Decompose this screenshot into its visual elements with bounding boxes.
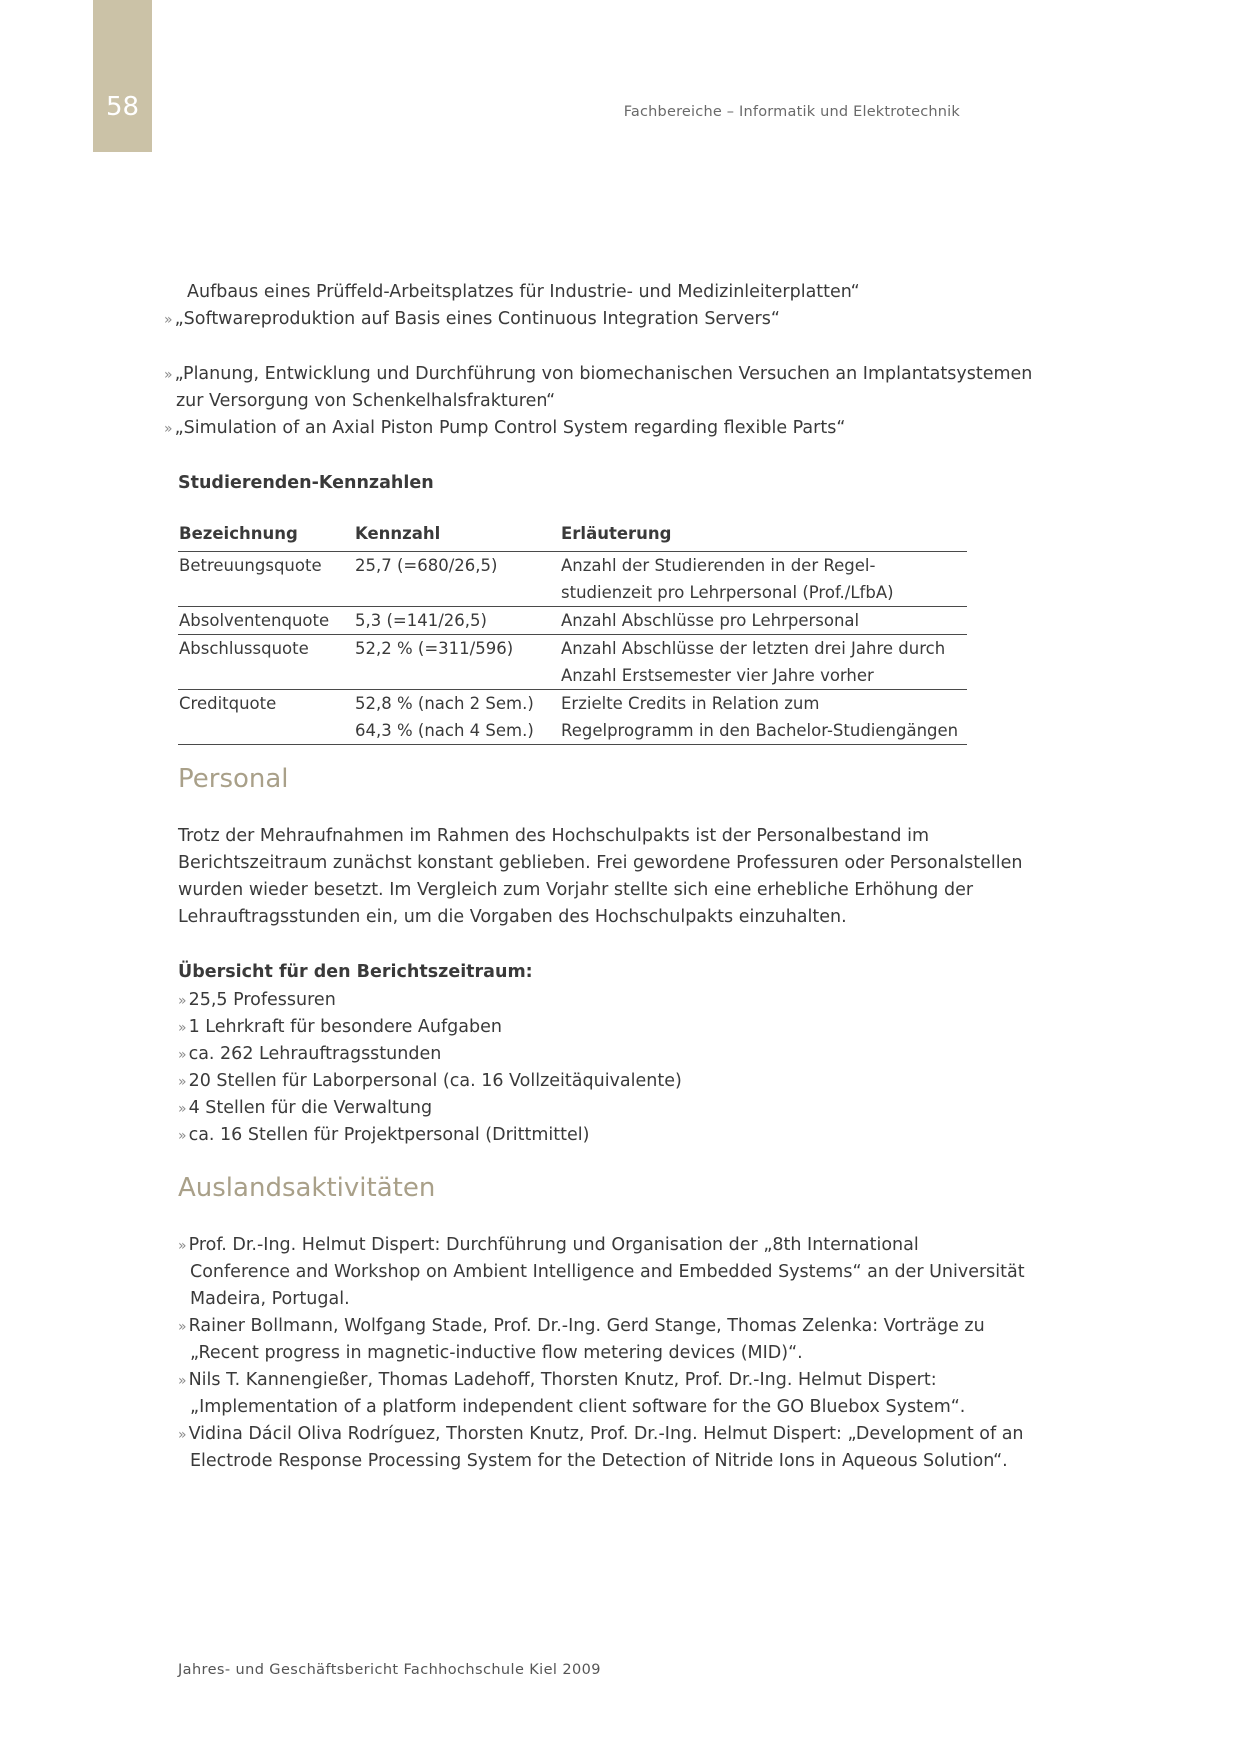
section-title-ausland: Auslandsaktivitäten [178, 1173, 436, 1203]
ausland-list [178, 1232, 1025, 1475]
list-item [178, 987, 682, 1014]
list-item-continuation: Madeira, Portugal. [190, 1289, 350, 1309]
list-item [178, 1232, 978, 1259]
list-item [178, 1421, 1024, 1448]
paragraph-line: Lehrauftragsstunden ein, um die Vorgaben des Hochschulpakts einzuhalten. [178, 907, 847, 927]
bullet-glyph: » [178, 1128, 187, 1144]
bullet-glyph: » [178, 1047, 187, 1063]
cell-line: 52,2 % (=311/596) [355, 639, 514, 658]
paragraph-line: wurden wieder besetzt. Im Vergleich zum Vorjahr stellte sich eine erhebliche Erhöhung der [178, 880, 974, 900]
table-row [178, 552, 967, 607]
list-item [178, 1313, 985, 1340]
column-header: Bezeichnung [179, 524, 298, 543]
table-cell-name: Betreuungsquote [179, 556, 322, 575]
table-cell-value [354, 552, 560, 607]
overview-heading: Übersicht für den Berichtszeitraum: [178, 962, 533, 982]
list-item-text: „Simulation of an Axial Piston Pump Control System regarding flexible Parts“ [174, 418, 846, 438]
list-item-text: 20 Stellen für Laborpersonal (ca. 16 Vollzeitäquivalente) [188, 1071, 682, 1091]
cell-line: Anzahl Abschlüsse pro Lehrpersonal [561, 611, 860, 630]
list-item-text: Vidina Dácil Oliva Rodríguez, Thorsten Knutz, Prof. Dr.-Ing. Helmut Dispert: „Development of an [188, 1424, 1024, 1444]
list-item [164, 388, 954, 415]
cell-line: Anzahl der Studierenden in der Regel- [561, 556, 876, 575]
page-number: 58 [105, 92, 140, 122]
list-item [178, 1041, 682, 1068]
list-item-text: „Planung, Entwicklung und Durchführung von biomechanischen Versuchen an Implantatsystemen [174, 364, 1033, 384]
bullet-glyph: » [164, 312, 173, 328]
list-item [178, 1068, 682, 1095]
table-cell-note [560, 552, 967, 607]
column-header: Erläuterung [561, 524, 672, 543]
table-cell-value [354, 607, 560, 635]
bullet-glyph: » [178, 1020, 187, 1036]
list-item [164, 415, 954, 442]
cell-line: 52,8 % (nach 2 Sem.) [355, 694, 534, 713]
project-list-a [164, 279, 954, 333]
paragraph-line: Trotz der Mehraufnahmen im Rahmen des Hochschulpakts ist der Personalbestand im [178, 826, 930, 846]
bullet-glyph: » [178, 1319, 187, 1335]
list-item [164, 279, 954, 306]
table-cell-name: Absolventenquote [179, 611, 330, 630]
list-item-text: Rainer Bollmann, Wolfgang Stade, Prof. Dr.-Ing. Gerd Stange, Thomas Zelenka: Vorträge zu [188, 1316, 985, 1336]
kennzahlen-table [178, 524, 967, 745]
bullet-glyph: » [178, 993, 187, 1009]
list-item-text: 4 Stellen für die Verwaltung [188, 1098, 433, 1118]
bullet-glyph: » [178, 1373, 187, 1389]
page-number-tab [93, 0, 152, 152]
bullet-glyph: » [164, 421, 173, 437]
cell-line: studienzeit pro Lehrpersonal (Prof./LfbA) [561, 583, 894, 602]
kennzahlen-heading: Studierenden-Kennzahlen [178, 473, 434, 493]
list-item [164, 306, 954, 333]
bullet-glyph: » [164, 367, 173, 383]
table-row [178, 690, 967, 745]
table-cell-value [354, 635, 560, 690]
cell-line: 64,3 % (nach 4 Sem.) [355, 721, 534, 740]
personal-paragraph [178, 823, 1023, 931]
list-item [178, 1367, 978, 1394]
running-header: Fachbereiche – Informatik und Elektrotechnik [623, 104, 960, 120]
project-list-b [164, 361, 1033, 442]
list-item-text: Aufbaus eines Prüffeld-Arbeitsplatzes für Industrie- und Medizinleiterplatten“ [187, 282, 860, 302]
list-item-text: zur Versorgung von Schenkelhalsfrakturen“ [176, 391, 556, 411]
table-cell-name: Creditquote [179, 694, 277, 713]
list-item [164, 361, 1033, 388]
bullet-glyph: » [178, 1238, 187, 1254]
list-item-text: 1 Lehrkraft für besondere Aufgaben [188, 1017, 502, 1037]
list-item-text: 25,5 Professuren [188, 990, 336, 1010]
bullet-glyph: » [178, 1074, 187, 1090]
list-item-text: ca. 16 Stellen für Projektpersonal (Drittmittel) [188, 1125, 590, 1145]
table-row [178, 607, 967, 635]
list-item-text: „Softwareproduktion auf Basis eines Continuous Integration Servers“ [174, 309, 780, 329]
list-item-text: Nils T. Kannengießer, Thomas Ladehoff, Thorsten Knutz, Prof. Dr.-Ing. Helmut Dispert: [188, 1370, 937, 1390]
bullet-glyph: » [178, 1101, 187, 1117]
cell-line: 5,3 (=141/26,5) [355, 611, 487, 630]
bullet-glyph: » [178, 1427, 187, 1443]
table-cell-note [560, 690, 967, 745]
list-item [178, 1095, 682, 1122]
list-item-continuation: Electrode Response Processing System for the Detection of Nitride Ions in Aqueous Solution“. [190, 1451, 1008, 1471]
table-cell-note [560, 607, 967, 635]
list-item-continuation: „Implementation of a platform independent client software for the GO Bluebox System“. [190, 1397, 966, 1417]
list-item-text: Prof. Dr.-Ing. Helmut Dispert: Durchführung und Organisation der „8th International [188, 1235, 919, 1255]
cell-line: Anzahl Abschlüsse der letzten drei Jahre durch [561, 639, 946, 658]
table-cell-note [560, 635, 967, 690]
cell-line: Regelprogramm in den Bachelor-Studiengängen [561, 721, 959, 740]
list-item-continuation: Conference and Workshop on Ambient Intelligence and Embedded Systems“ an der Universität [190, 1262, 1025, 1282]
table-row [178, 635, 967, 690]
cell-line: 25,7 (=680/26,5) [355, 556, 498, 575]
list-item [178, 1122, 682, 1149]
column-header: Kennzahl [355, 524, 441, 543]
table-cell-value [354, 690, 560, 745]
list-item-continuation: „Recent progress in magnetic-inductive flow metering devices (MID)“. [190, 1343, 803, 1363]
section-title-personal: Personal [178, 764, 289, 794]
page-footer: Jahres- und Geschäftsbericht Fachhochschule Kiel 2009 [178, 1662, 601, 1678]
paragraph-line: Berichtszeitraum zunächst konstant geblieben. Frei gewordene Professuren oder Personalstellen [178, 853, 1023, 873]
table-cell-name: Abschlussquote [179, 639, 309, 658]
table-header-row [178, 524, 967, 552]
cell-line: Anzahl Erstsemester vier Jahre vorher [561, 666, 874, 685]
list-item [178, 1014, 682, 1041]
overview-list [178, 987, 682, 1149]
list-item-text: ca. 262 Lehrauftragsstunden [188, 1044, 442, 1064]
cell-line: Erzielte Credits in Relation zum [561, 694, 820, 713]
